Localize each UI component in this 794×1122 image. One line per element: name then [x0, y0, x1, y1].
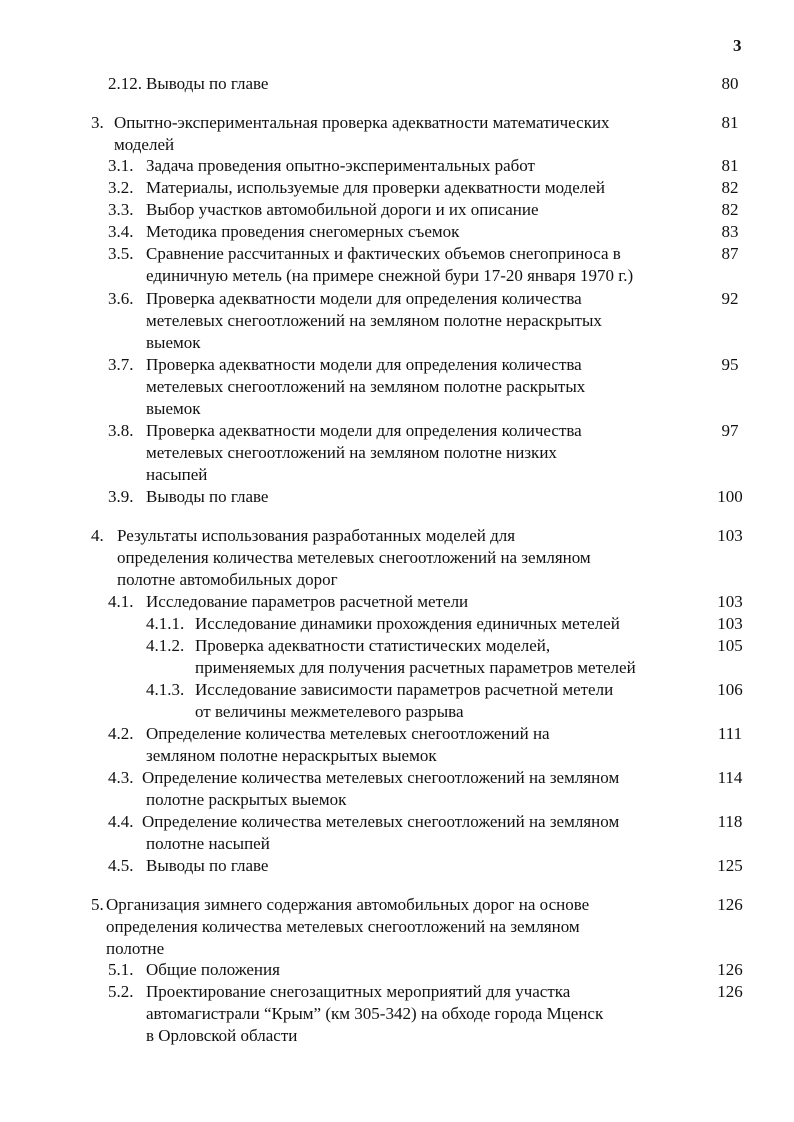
toc-title-line: применяемых для получения расчетных параметров метелей — [195, 658, 636, 677]
toc-title-line: Определение количества метелевых снегоотложений на — [146, 724, 550, 743]
toc-title-line: метелевых снегоотложений на земляном полотне раскрытых — [146, 377, 586, 396]
toc-number: 4.1. — [108, 592, 134, 611]
toc-title — [106, 894, 589, 960]
toc-page: 103 — [717, 614, 743, 633]
toc-title-line: Определение количества метелевых снегоотложений на земляном — [142, 768, 620, 787]
toc-title-line: Исследование динамики прохождения единичных метелей — [195, 614, 620, 633]
toc-title — [146, 855, 268, 877]
toc-title-line: определения количества метелевых снегоотложений на земляном — [117, 548, 591, 567]
toc-title — [146, 420, 582, 486]
toc-title-line: единичную метель (на примере снежной бури 17-20 января 1970 г.) — [146, 266, 634, 285]
toc-title-line: метелевых снегоотложений на земляном полотне низких — [146, 443, 557, 462]
toc-title-line: Материалы, используемые для проверки адекватности моделей — [146, 178, 605, 197]
toc-page: 126 — [717, 982, 743, 1001]
toc-page: 118 — [717, 812, 743, 831]
toc-title — [146, 591, 468, 613]
toc-title — [146, 959, 280, 981]
toc-title-line: от величины межметелевого разрыва — [195, 702, 464, 721]
toc-page: 114 — [717, 768, 743, 787]
toc-number: 3.9. — [108, 487, 134, 506]
toc-title — [114, 112, 610, 156]
toc-title-line: Выводы по главе — [146, 487, 269, 506]
toc-title-line: в Орловской области — [146, 1026, 298, 1045]
toc-number: 5.2. — [108, 982, 134, 1001]
toc-title-line: Опытно-экспериментальная проверка адекватности математических — [114, 113, 610, 132]
page-number: 3 — [733, 36, 742, 55]
toc-number: 5. — [91, 895, 104, 914]
toc-page: 125 — [717, 856, 743, 875]
toc-number: 4.5. — [108, 856, 134, 875]
toc-title-line: Организация зимнего содержания автомобильных дорог на основе — [106, 895, 590, 914]
toc-title-line: Результаты использования разработанных моделей для — [117, 526, 516, 545]
toc-title-line: Выводы по главе — [146, 74, 269, 93]
toc-title — [146, 199, 539, 221]
toc-title-line: Выбор участков автомобильной дороги и их описание — [146, 200, 539, 219]
toc-number: 4. — [91, 526, 104, 545]
toc-title-line: полотне автомобильных дорог — [117, 570, 338, 589]
toc-title-line: Методика проведения снегомерных съемок — [146, 222, 460, 241]
toc-title — [117, 525, 591, 591]
toc-title — [146, 723, 550, 767]
toc-number: 4.2. — [108, 724, 134, 743]
toc-title-line: Проектирование снегозащитных мероприятий для участка — [146, 982, 571, 1001]
toc-title-line: Общие положения — [146, 960, 280, 979]
toc-title-line: Проверка адекватности модели для определения количества — [146, 421, 582, 440]
toc-page: 95 — [721, 355, 739, 374]
toc-title-line: насыпей — [146, 465, 208, 484]
toc-title — [146, 243, 633, 287]
toc-title-line: выемок — [146, 399, 201, 418]
toc-page: 100 — [717, 487, 743, 506]
toc-number: 3.5. — [108, 244, 134, 263]
toc-title-line: полотне насыпей — [146, 834, 270, 853]
toc-page: 92 — [721, 289, 739, 308]
toc-number: 4.4. — [108, 812, 134, 831]
toc-title-line: полотне раскрытых выемок — [146, 790, 347, 809]
toc-number: 3.7. — [108, 355, 134, 374]
toc-page: 82 — [721, 178, 739, 197]
toc-title-line: автомагистрали “Крым” (км 305-342) на обходе города Мценск — [146, 1004, 604, 1023]
toc-title-line: Исследование зависимости параметров расчетной метели — [195, 680, 614, 699]
toc-page: 81 — [721, 156, 739, 175]
toc-number: 2.12. — [108, 74, 142, 93]
toc-title — [142, 811, 619, 855]
toc-page: 80 — [721, 74, 739, 93]
toc-page: 82 — [721, 200, 739, 219]
toc-title-line: Выводы по главе — [146, 856, 269, 875]
toc-page: 103 — [717, 592, 743, 611]
toc-number: 4.1.3. — [146, 680, 185, 699]
toc-title — [146, 981, 603, 1047]
toc-title — [146, 73, 268, 95]
toc-title — [146, 155, 535, 177]
toc-title — [146, 177, 605, 199]
toc-page: 106 — [717, 680, 743, 699]
toc-title-line: Проверка адекватности статистических моделей, — [195, 636, 551, 655]
toc-title-line: метелевых снегоотложений на земляном полотне нераскрытых — [146, 311, 602, 330]
toc-number: 3.8. — [108, 421, 134, 440]
toc-title — [195, 679, 613, 723]
toc-number: 4.1.2. — [146, 636, 185, 655]
toc-page: 97 — [721, 421, 739, 440]
toc-title-line: Исследование параметров расчетной метели — [146, 592, 469, 611]
toc-number: 3.3. — [108, 200, 134, 219]
toc-page: 81 — [721, 113, 739, 132]
toc-page: 103 — [717, 526, 743, 545]
toc-page: 83 — [721, 222, 739, 241]
toc-page: 111 — [717, 724, 743, 743]
toc-title-line: определения количества метелевых снегоотложений на земляном — [106, 917, 580, 936]
toc-number: 3.4. — [108, 222, 134, 241]
toc-number: 3.6. — [108, 289, 134, 308]
toc-number: 3.2. — [108, 178, 134, 197]
toc-title-line: Определение количества метелевых снегоотложений на земляном — [142, 812, 620, 831]
toc-page: 126 — [717, 960, 743, 979]
toc-title-line: Проверка адекватности модели для определения количества — [146, 355, 582, 374]
toc-page: 87 — [721, 244, 739, 263]
toc-number: 4.3. — [108, 768, 134, 787]
toc-title-line: Задача проведения опытно-экспериментальных работ — [146, 156, 535, 175]
toc-title-line: земляном полотне нераскрытых выемок — [146, 746, 437, 765]
toc-title — [146, 221, 459, 243]
toc-title-line: выемок — [146, 333, 201, 352]
toc-title-line: Проверка адекватности модели для определения количества — [146, 289, 582, 308]
toc-title — [195, 613, 620, 635]
toc-title-line: полотне — [106, 939, 165, 958]
toc-page: 126 — [717, 895, 743, 914]
toc-title — [146, 354, 585, 420]
toc-title — [146, 288, 602, 354]
toc-title — [195, 635, 636, 679]
toc-title — [142, 767, 619, 811]
toc-number: 4.1.1. — [146, 614, 185, 633]
toc-number: 5.1. — [108, 960, 134, 979]
toc-number: 3. — [91, 113, 104, 132]
toc-title-line: Сравнение рассчитанных и фактических объемов снегоприноса в — [146, 244, 621, 263]
toc-title-line: моделей — [114, 135, 175, 154]
toc-page: 105 — [717, 636, 743, 655]
toc-number: 3.1. — [108, 156, 134, 175]
toc-title — [146, 486, 268, 508]
